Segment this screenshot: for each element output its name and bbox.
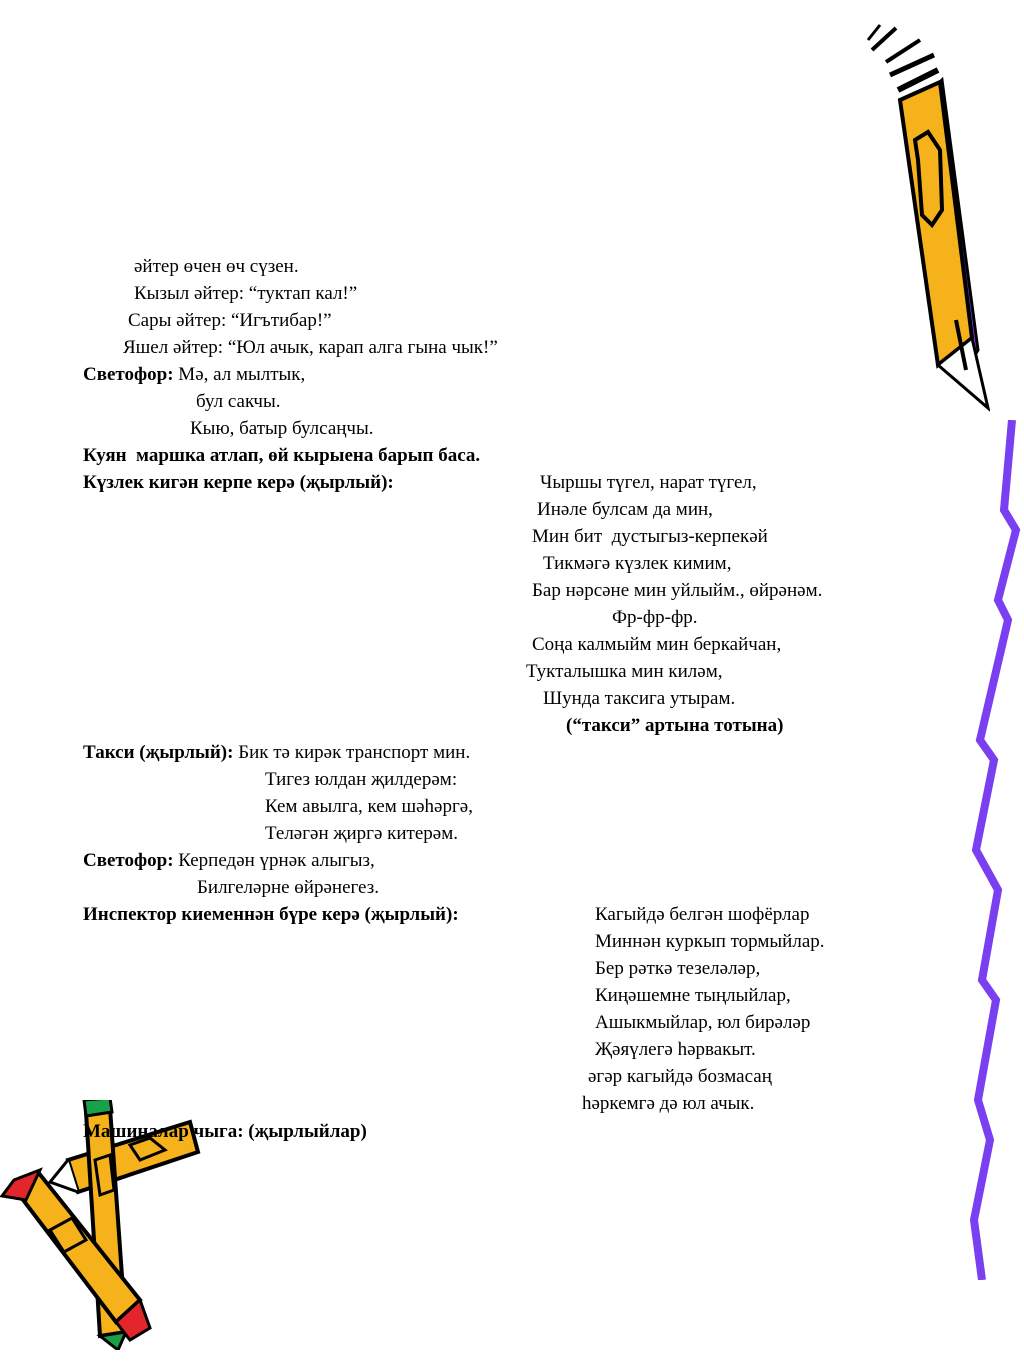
stage-direction: Инспектор киеменнән бүре керә (җырлый):: [83, 904, 459, 925]
verse-line: Сары әйтер: “Игътибар!”: [128, 310, 332, 331]
song-line: Киңәшемне тыңлыйлар,: [595, 985, 791, 1006]
verse-line: Кем авылга, кем шәһәргә,: [265, 796, 473, 817]
verse-line: Тигез юлдан җилдерәм:: [265, 769, 458, 790]
song-line: Инәле булсам да мин,: [537, 499, 713, 520]
song-line: Фр-фр-фр.: [612, 607, 698, 628]
song-line: Соңа калмыйм мин беркайчан,: [532, 634, 782, 655]
song-line: Мин бит дустыгыз-керпекәй: [532, 526, 768, 547]
verse-line: Кыю, батыр булсаңчы.: [190, 418, 374, 439]
speaker-name: Светофор:: [83, 364, 174, 385]
verse-line: Яшел әйтер: “Юл ачык, карап алга гына чык!”: [123, 337, 498, 358]
song-line: Миннән куркып тормыйлар.: [595, 931, 825, 952]
speaker-line: [83, 850, 375, 872]
verse-line: Билгеләрне өйрәнегез.: [197, 877, 379, 898]
speech-text: Керпедән үрнәк алыгыз,: [173, 850, 375, 871]
squiggle-line: [968, 420, 1024, 1280]
song-line: һәркемгә дә юл ачык.: [582, 1093, 755, 1114]
speaker-name: Светофор:: [83, 850, 174, 871]
song-line: әгәр кагыйдә бозмасаң: [588, 1066, 772, 1087]
speaker-line: [83, 364, 305, 386]
song-line: Тукталышка мин киләм,: [526, 661, 723, 682]
pencil-icon: [860, 20, 990, 415]
song-line: Бар нәрсәне мин уйлыйм., өйрәнәм.: [532, 580, 823, 601]
stage-direction: Машиналар чыга: (җырлыйлар): [83, 1121, 367, 1142]
speech-text: Мә, ал мылтык,: [173, 364, 306, 385]
song-line: Чыршы түгел, нарат түгел,: [540, 472, 757, 493]
song-line: Ашыкмыйлар, юл бирәләр: [595, 1012, 811, 1033]
song-line: Җәяүлегә һәрвакыт.: [595, 1039, 756, 1060]
verse-line: әйтер өчен өч сүзен.: [134, 256, 299, 277]
verse-line: Теләгән җиргә китерәм.: [265, 823, 458, 844]
speech-text: Бик тә кирәк транспорт мин.: [233, 742, 471, 763]
song-line: Шунда таксига утырам.: [543, 688, 736, 709]
song-line: Бер рәткә тезеләләр,: [595, 958, 761, 979]
speaker-line: [83, 742, 470, 764]
verse-line: бул сакчы.: [196, 391, 281, 412]
stage-direction: Куян маршка атлап, өй кырыена барып баса.: [83, 445, 481, 466]
song-line: Кагыйдә белгән шофёрлар: [595, 904, 810, 925]
verse-line: Кызыл әйтер: “туктап кал!”: [134, 283, 358, 304]
speaker-name: Такси (җырлый):: [83, 742, 234, 763]
stage-direction: Күзлек кигән керпе керә (җырлый):: [83, 472, 394, 493]
song-line: Тикмәгә күзлек кимим,: [543, 553, 732, 574]
stage-direction: (“такси” артына тотына): [566, 715, 784, 736]
